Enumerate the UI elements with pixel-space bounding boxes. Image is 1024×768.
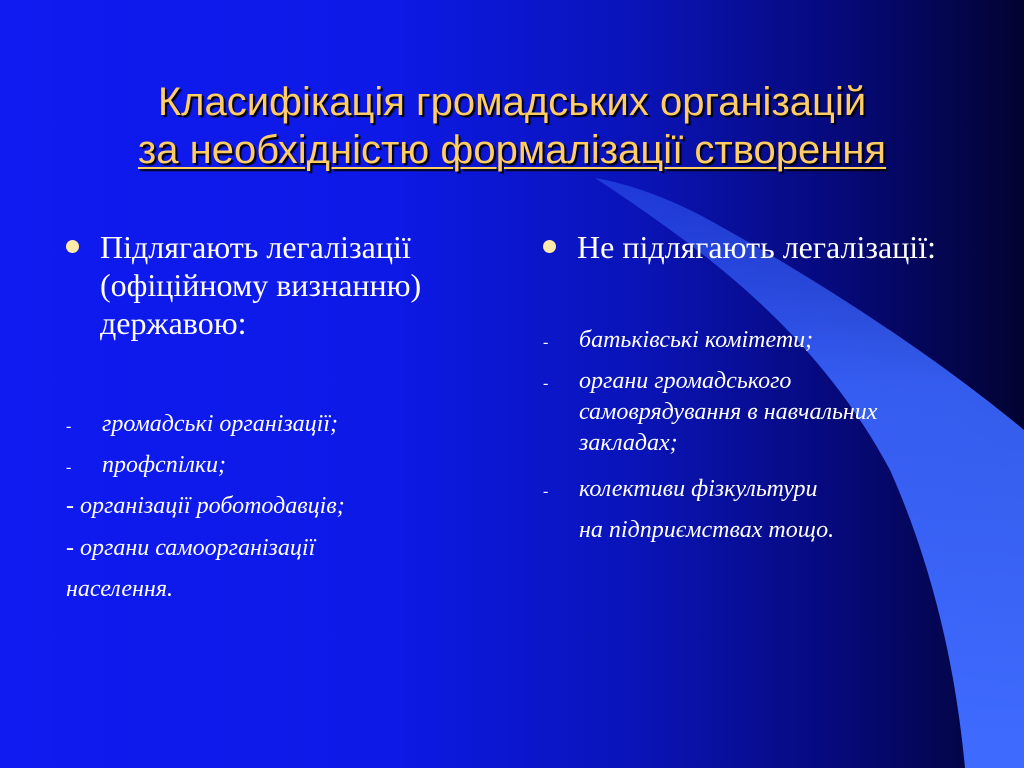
right-list-item [543,325,903,358]
right-bullet-text: Не підлягають легалізації: [577,229,936,265]
left-bullet-text: Підлягають легалізації (офіційному визнанню) державою: [100,229,422,341]
title-line-2: за необхідністю формалізації створення [137,128,887,172]
title-line-1: Класифікація громадських організацій [157,80,867,124]
left-list-item-text: профспілки; [102,452,227,478]
dash-marker: - [543,483,549,500]
bullet-dot-icon [543,240,556,253]
right-continuation-line: на підприємствах тощо. [579,517,835,543]
left-extra-line: - органи самоорганізації [66,535,316,561]
left-list-item [66,450,486,483]
right-list-item [543,366,888,459]
left-list-item [66,409,486,442]
dash-marker: - [543,375,549,392]
left-extra-line: - організації роботодавців; [66,493,345,519]
right-list-item [543,474,923,507]
left-extra-line: населення. [66,576,173,602]
dash-marker: - [543,334,549,351]
right-list-item-text: батьківські комітети; [579,327,814,353]
bullet-dot-icon [66,240,79,253]
right-list-item-text: органи громадського самоврядування в навчальних закладах; [579,368,878,456]
slide-title [0,78,1024,174]
right-bullet [543,228,963,266]
right-list-item-text: колективи фізкультури [579,476,818,502]
left-list-item-text: громадські організації; [102,411,339,437]
left-bullet [66,228,486,342]
dash-marker: - [66,418,72,435]
dash-marker: - [66,459,72,476]
